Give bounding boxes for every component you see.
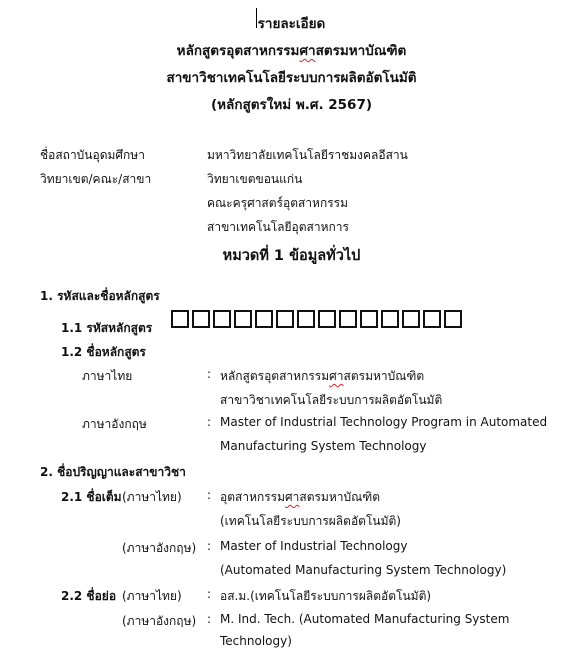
program-code-box xyxy=(255,310,273,328)
program-code-box xyxy=(318,310,336,328)
campus-label: วิทยาเขต/คณะ/สาขา xyxy=(40,172,152,186)
colon: : xyxy=(207,612,212,626)
abbr-degree-english-line2: Technology) xyxy=(220,634,292,648)
program-name-english: Master of Industrial Technology Program in Automated xyxy=(220,415,548,429)
full-degree-thai-part2: สตรมหาบัณฑิต xyxy=(299,490,381,504)
program-code-box xyxy=(402,310,420,328)
full-degree-thai xyxy=(220,488,380,507)
program-name-english-line2: Manufacturing System Technology xyxy=(220,439,427,453)
program-name-thai xyxy=(220,367,424,386)
colon: : xyxy=(207,367,212,381)
colon: : xyxy=(207,587,212,601)
full-degree-label: 2.1 ชื่อเต็ม xyxy=(61,490,122,504)
program-code-box xyxy=(423,310,441,328)
full-degree-thai-part1: อุตสาหกรรม xyxy=(220,490,286,504)
department-value: สาขาเทคโนโลยีอุตสาหการ xyxy=(207,220,349,234)
full-degree-english-line2: (Automated Manufacturing System Technology) xyxy=(220,563,507,577)
abbr-degree-thai: อส.ม.(เทคโนโลยีระบบการผลิตอัตโนมัติ) xyxy=(220,589,432,603)
program-title xyxy=(0,39,583,61)
program-name-thai-part2: สตรมหาบัณฑิต xyxy=(343,369,425,383)
program-code-box xyxy=(297,310,315,328)
english-paren-label: (ภาษาอังกฤษ) xyxy=(122,614,197,628)
curriculum-year: (หลักสูตรใหม่ พ.ศ. 2567) xyxy=(210,97,373,113)
section1-heading: 1. รหัสและชื่อหลักสูตร xyxy=(40,289,160,303)
program-name-thai-misspelled: ศา xyxy=(329,369,344,383)
english-paren-label: (ภาษาอังกฤษ) xyxy=(122,541,197,555)
program-name-label: 1.2 ชื่อหลักสูตร xyxy=(61,345,146,359)
program-name-thai-part1: หลักสูตรอุตสาหกรรม xyxy=(220,369,330,383)
colon: : xyxy=(207,415,212,429)
institution-label: ชื่อสถาบันอุดมศึกษา xyxy=(40,148,145,162)
program-code-box xyxy=(192,310,210,328)
institution-value: มหาวิทยาลัยเทคโนโลยีราชมงคลอีสาน xyxy=(207,148,408,162)
program-code-box xyxy=(276,310,294,328)
program-code-box xyxy=(360,310,378,328)
campus-value: วิทยาเขตขอนแก่น xyxy=(207,172,303,186)
english-label: ภาษาอังกฤษ xyxy=(82,417,147,431)
full-degree-thai-line2: (เทคโนโลยีระบบการผลิตอัตโนมัติ) xyxy=(220,514,401,528)
program-code-boxes xyxy=(171,310,462,328)
program-name-thai-line2: สาขาวิชาเทคโนโลยีระบบการผลิตอัตโนมัติ xyxy=(220,393,443,407)
program-code-box xyxy=(234,310,252,328)
colon: : xyxy=(207,488,212,502)
program-title-part1: หลักสูตรอุตสาหกรรม xyxy=(176,43,300,59)
full-degree-thai-misspelled: ศา xyxy=(285,490,300,504)
program-code-box xyxy=(171,310,189,328)
program-code-label: 1.1 รหัสหลักสูตร xyxy=(61,321,153,335)
program-title-misspelled: ศา xyxy=(299,43,316,59)
thai-paren-label: (ภาษาไทย) xyxy=(122,589,182,603)
abbr-degree-english: M. Ind. Tech. (Automated Manufacturing System xyxy=(220,612,510,626)
abbr-degree-label: 2.2 ชื่อย่อ xyxy=(61,589,117,603)
doc-title: รายละเอียด xyxy=(257,16,326,32)
section2-heading: 2. ชื่อปริญญาและสาขาวิชา xyxy=(40,465,186,479)
major-title: สาขาวิชาเทคโนโลยีระบบการผลิตอัตโนมัติ xyxy=(166,70,417,86)
program-code-box xyxy=(381,310,399,328)
colon: : xyxy=(207,539,212,553)
program-code-box xyxy=(213,310,231,328)
thai-label: ภาษาไทย xyxy=(82,369,133,383)
program-title-part2: สตรมหาบัณฑิต xyxy=(315,43,407,59)
program-code-box xyxy=(444,310,462,328)
faculty-value: คณะครุศาสตร์อุตสาหกรรม xyxy=(207,196,349,210)
full-degree-english: Master of Industrial Technology xyxy=(220,539,408,553)
chapter-title: หมวดที่ 1 ข้อมูลทั่วไป xyxy=(222,248,361,264)
program-code-box xyxy=(339,310,357,328)
thai-paren-label: (ภาษาไทย) xyxy=(122,490,182,504)
